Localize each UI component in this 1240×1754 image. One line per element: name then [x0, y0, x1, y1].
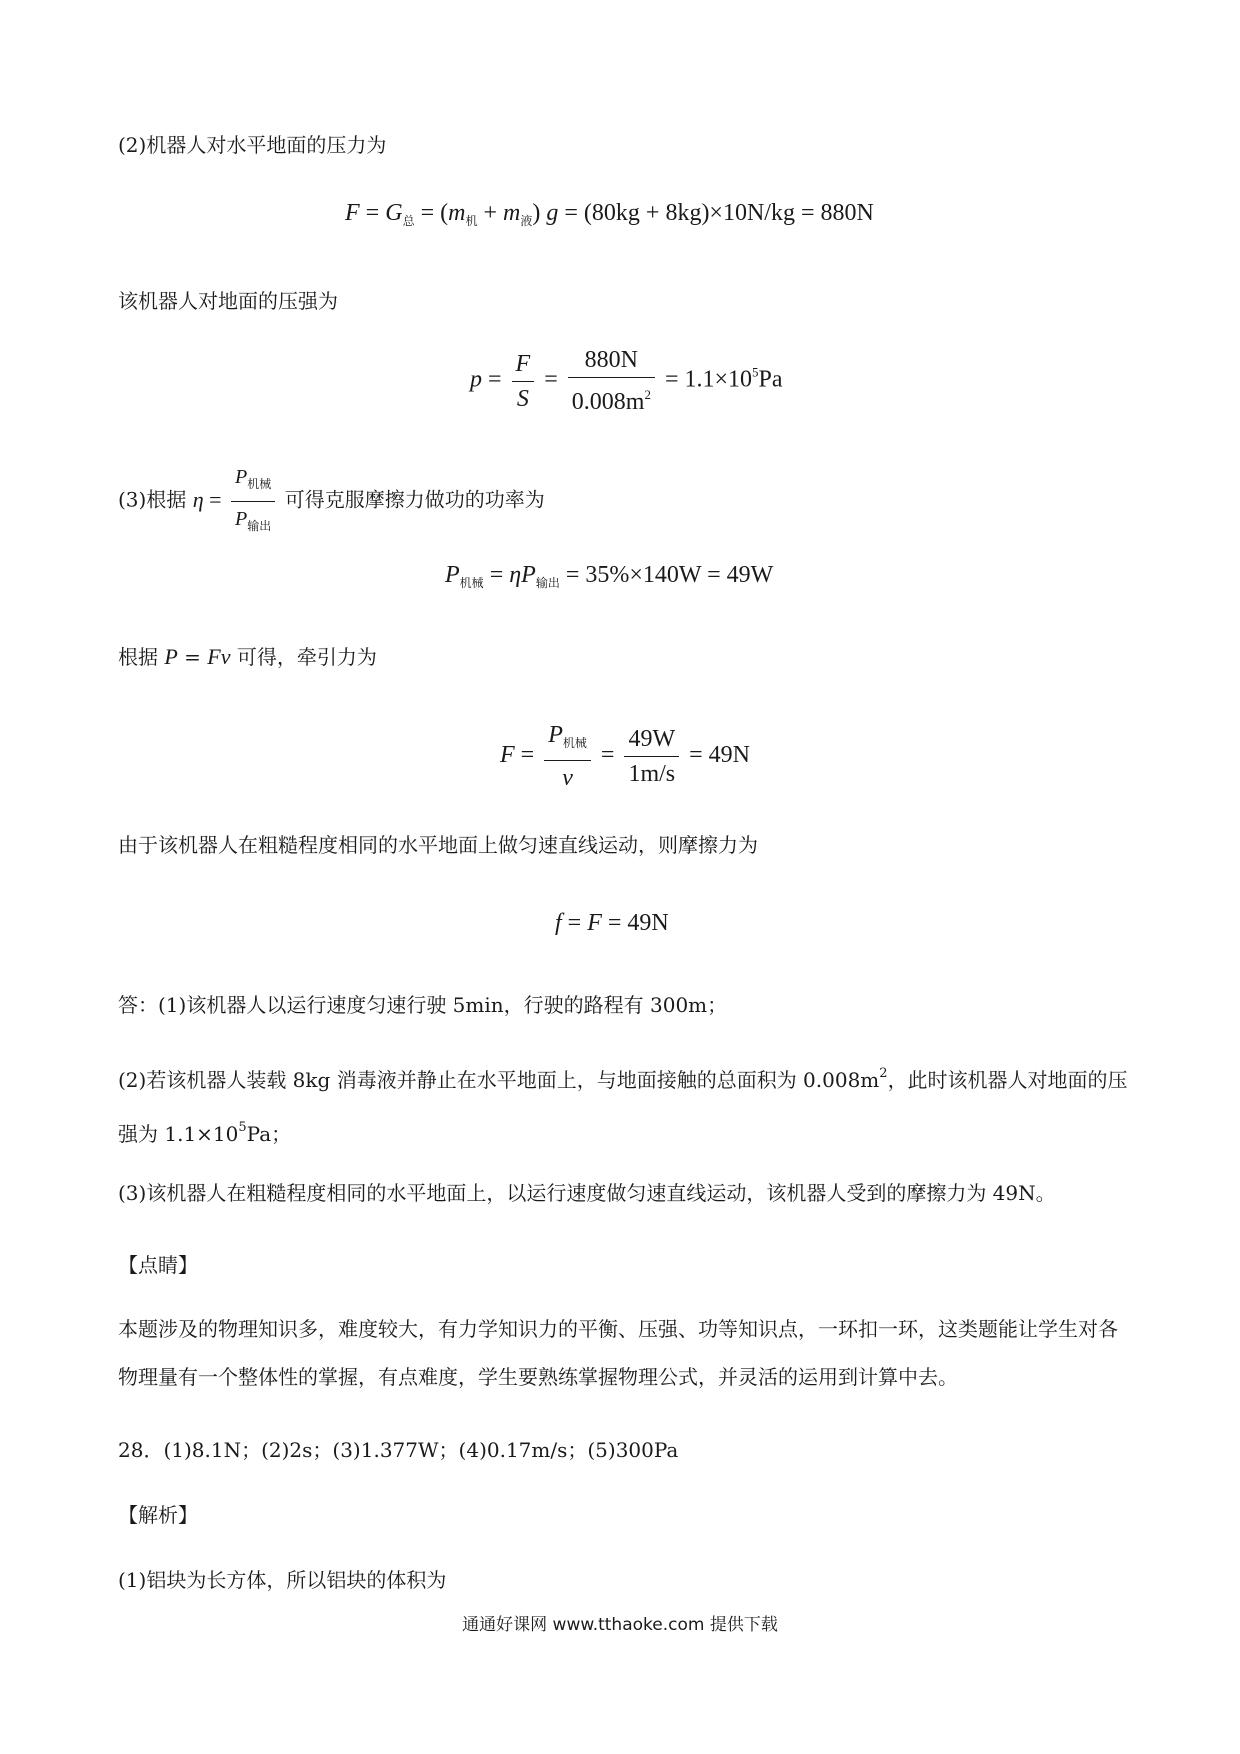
analysis-line-1: (1)铝块为长方体，所以铝块的体积为	[118, 1568, 447, 1592]
answer-2: (2)若该机器人装载 8kg 消毒液并静止在水平地面上，与地面接触的总面积为 $0.008m^2$，此时该机器人对地面的压强为 $1.1\times 10^5Pa$；	[118, 1066, 1128, 1146]
text-line-pressure: 该机器人对地面的压强为	[118, 289, 338, 313]
fraction-pressure-values: $\frac{880N}{0.008m^2}$	[568, 345, 655, 417]
fraction-mech-over-out: $\frac{P_{机械}}{P_{输出}}$	[231, 462, 275, 541]
answer-1: 答：(1)该机器人以运行速度匀速行驶 5min，行驶的路程有 300m；	[118, 993, 728, 1017]
text-line-pressure-force: (2)机器人对水平地面的压力为	[118, 133, 387, 157]
fraction-f-over-s: $\frac{F}{S}$	[512, 349, 535, 414]
equation-force: $F = G_总 = (m_机 + m_液) g = (80kg + 8kg)\times 10N/kg = 880N$	[345, 200, 874, 228]
fraction-traction-values: $\frac{49W}{1m/s}$	[624, 724, 679, 789]
subscript-total: 总	[402, 214, 415, 228]
subscript-machine: 机	[465, 214, 478, 228]
equation-pressure: p = $\frac{F}{S}$ = $\frac{880N}{0.008m^2}$ = $1.1\times 10^5Pa$	[470, 347, 783, 415]
text-line-traction: 根据 P = Fv 可得，牵引力为	[118, 644, 377, 669]
equation-force-rhs: = (80kg + 8kg)×10N/kg = 880N	[564, 200, 874, 226]
equation-traction: F = $\frac{P_{机械}}{v}$ = $\frac{49W}{1m/s}$ = 49N	[500, 722, 751, 791]
section-heading-analysis: 【解析】	[118, 1503, 198, 1527]
formula-efficiency: η = $\frac{P_{机械}}{P_{输出}}$	[193, 487, 285, 512]
subscript-liquid: 液	[520, 214, 533, 228]
fraction-power-over-v: $\frac{P_{机械}}{v}$	[544, 720, 591, 793]
text-line-efficiency: (3)根据 η = $\frac{P_{机械}}{P_{输出}}$ 可得克服摩擦力做功的功率为	[118, 462, 545, 541]
page-footer: 通通好课网 www.tthaoke.com 提供下载	[462, 1615, 778, 1635]
comment-text: 本题涉及的物理知识多，难度较大，有力学知识力的平衡、压强、功等知识点，一环扣一环，这类题能让学生对各物理量有一个整体性的掌握，有点难度，学生要熟练掌握物理公式，并灵活的运用到计算中去。	[118, 1317, 1118, 1389]
answer-3: (3)该机器人在粗糙程度相同的水平地面上，以运行速度做匀速直线运动，该机器人受到的摩擦力为 49N。	[118, 1181, 1056, 1205]
text-line-friction: 由于该机器人在粗糙程度相同的水平地面上做匀速直线运动，则摩擦力为	[118, 833, 758, 857]
equation-friction: f = F = 49N	[555, 910, 669, 936]
equation-mechanical-power: $P_{机械} = \eta P_{输出} = 35\%\times 140W = 49W$	[445, 562, 774, 590]
section-heading-comment: 【点睛】	[118, 1253, 198, 1277]
answer-q28: 28．(1)8.1N；(2)2s；(3)1.377W；(4)0.17m/s；(5)300Pa	[118, 1438, 679, 1462]
